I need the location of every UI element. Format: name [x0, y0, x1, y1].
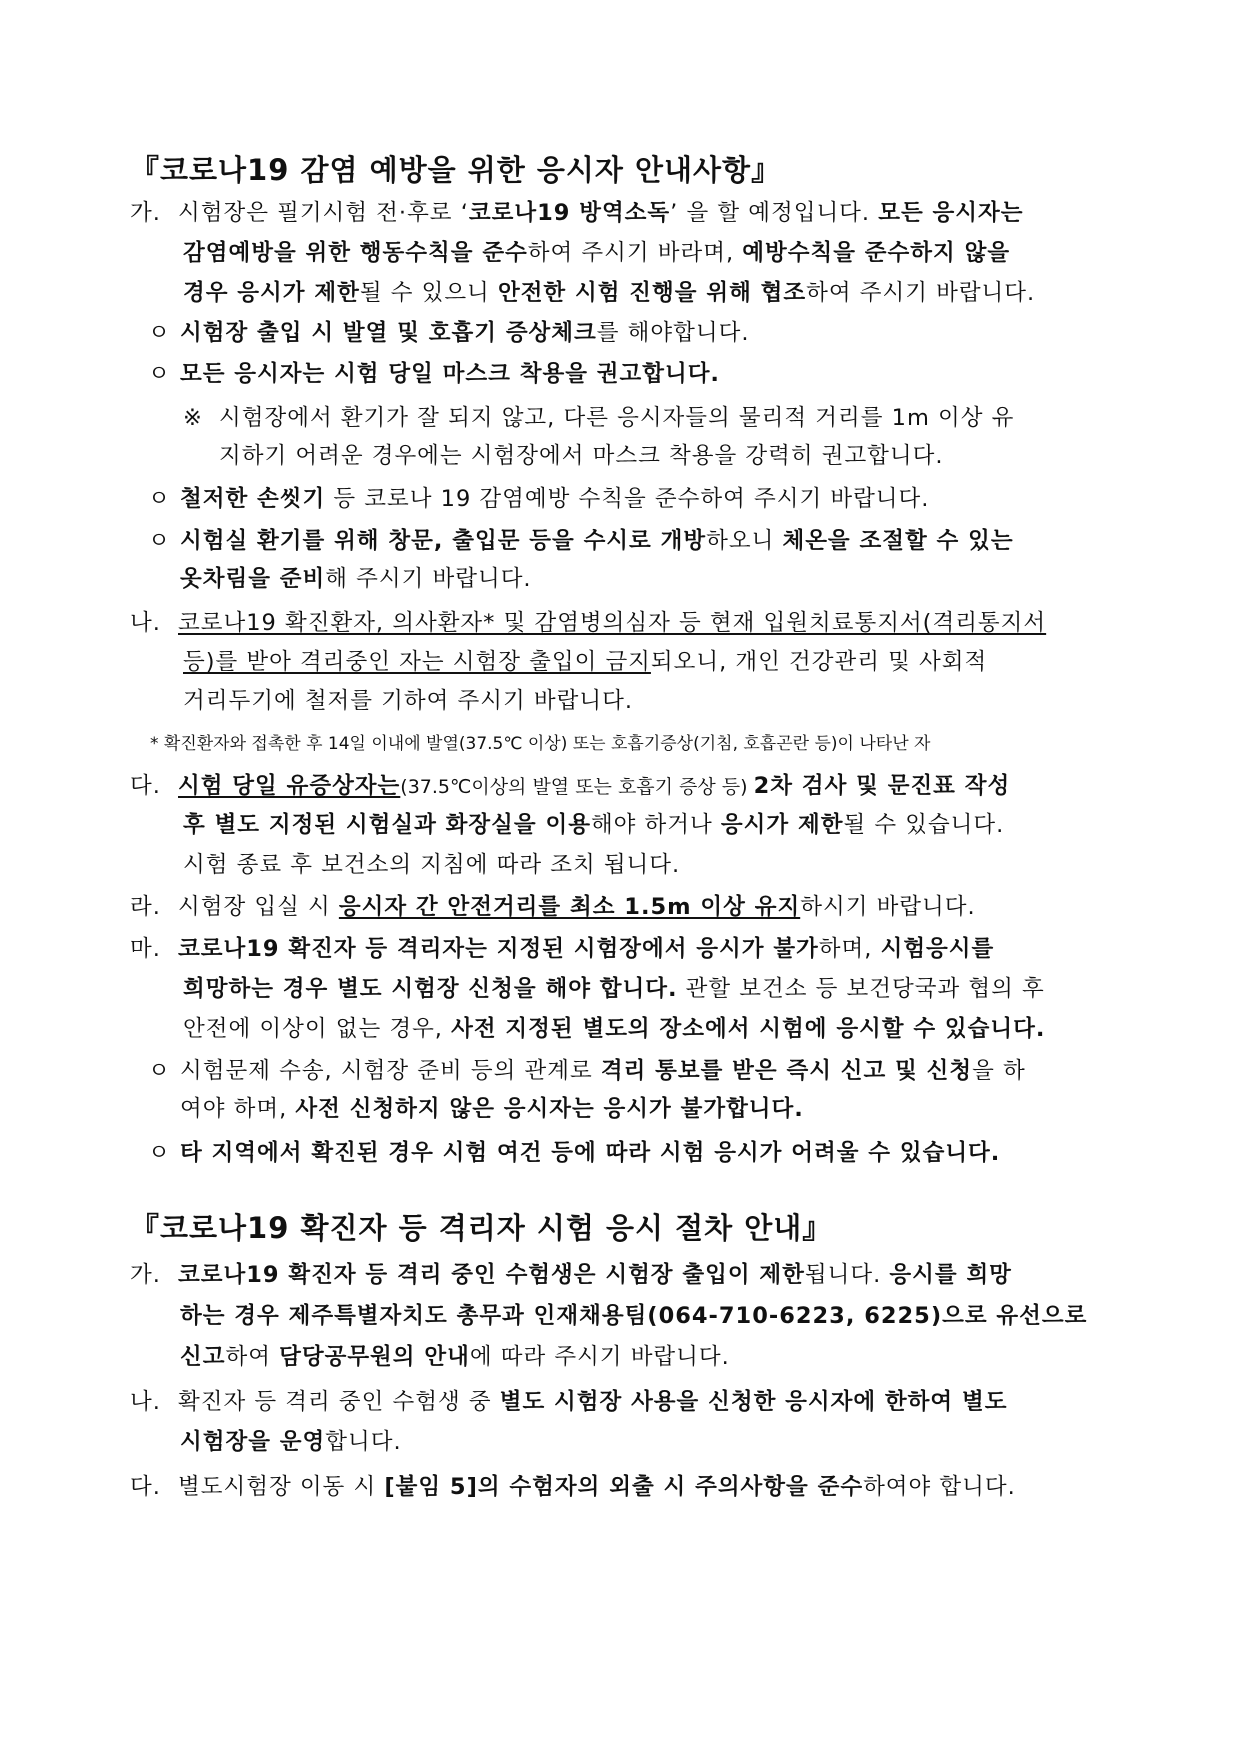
bullet-marker: ㅇ	[148, 1058, 171, 1084]
bullet-marker: ㅇ	[148, 1140, 171, 1166]
bullet-marker: ㅇ	[148, 320, 171, 346]
bullet-other-region: ㅇ 타 지역에서 확진된 경우 시험 여건 등에 따라 시험 응시가 어려울 수 있습니다.	[148, 1140, 1001, 1166]
bullet-report-line2: 여야 하며, 사전 신청하지 않은 응시자는 응시가 불가합니다.	[180, 1096, 804, 1122]
bullet-report-line1: ㅇ 시험문제 수송, 시험장 준비 등의 관계로 격리 통보를 받은 즉시 신고 및 신청을 하	[148, 1058, 1026, 1084]
s2-item-ga-line3: 신고하여 담당공무원의 안내에 따라 주시기 바랍니다.	[180, 1344, 730, 1370]
s2-item-da: 다. 별도시험장 이동 시 [붙임 5]의 수험자의 외출 시 주의사항을 준수하여야 합니다.	[130, 1474, 1016, 1500]
section2-title: 『코로나19 확진자 등 격리자 시험 응시 절차 안내』	[130, 1211, 833, 1245]
item-ra: 라. 시험장 입실 시 응시자 간 안전거리를 최소 1.5m 이상 유지하시기 바랍니다.	[130, 894, 976, 920]
item-na-line3: 거리두기에 철저를 기하여 주시기 바랍니다.	[183, 688, 633, 714]
bullet-symptom-check: ㅇ 시험장 출입 시 발열 및 호흡기 증상체크를 해야합니다.	[148, 320, 750, 346]
marker: 라.	[130, 894, 161, 920]
item-ma-line3: 안전에 이상이 없는 경우, 사전 지정된 별도의 장소에서 시험에 응시할 수 있습니다.	[183, 1016, 1046, 1042]
item-ma-line2: 희망하는 경우 별도 시험장 신청을 해야 합니다. 관할 보건소 등 보건당국과 협의 후	[183, 976, 1045, 1002]
item-ga-line2: 감염예방을 위한 행동수칙을 준수하여 주시기 바라며, 예방수칙을 준수하지 않을	[183, 240, 1011, 266]
bullet-ventilation-line1: ㅇ 시험실 환기를 위해 창문, 출입문 등을 수시로 개방하오니 체온을 조절할 수 있는	[148, 528, 1014, 554]
item-ma-line1: 마. 코로나19 확진자 등 격리자는 지정된 시험장에서 응시가 불가하며, 시험응시를	[130, 936, 995, 962]
s2-item-ga-line1: 가. 코로나19 확진자 등 격리 중인 수험생은 시험장 출입이 제한됩니다. 응시를 희망	[130, 1262, 1012, 1288]
bullet-marker: ㅇ	[148, 486, 171, 512]
marker: 가.	[130, 1262, 161, 1288]
item-na-line1: 나. 코로나19 확진환자, 의사환자* 및 감염병의심자 등 현재 입원치료통지서(격리통지서	[130, 610, 1047, 636]
footnote: * 확진환자와 접촉한 후 14일 이내에 발열(37.5℃ 이상) 또는 호흡기증상(기침, 호흡곤란 등)이 나타난 자	[150, 734, 931, 754]
bullet-marker: ㅇ	[148, 361, 171, 387]
note-line2: 지하기 어려운 경우에는 시험장에서 마스크 착용을 강력히 권고합니다.	[219, 443, 944, 469]
marker: 나.	[130, 610, 161, 636]
section1-title: 『코로나19 감염 예방을 위한 응시자 안내사항』	[130, 153, 782, 187]
s2-item-ga-line2: 하는 경우 제주특별자치도 총무과 인재채용팀(064-710-6223, 6225)으로 유선으로	[180, 1303, 1088, 1329]
item-da-line1: 다. 시험 당일 유증상자는(37.5℃이상의 발열 또는 호흡기 증상 등) 2차 검사 및 문진표 작성	[130, 773, 1011, 799]
marker: 나.	[130, 1389, 161, 1415]
note-line1: ※ 시험장에서 환기가 잘 되지 않고, 다른 응시자들의 물리적 거리를 1m 이상 유	[183, 405, 1015, 431]
bullet-handwash: ㅇ 철저한 손씻기 등 코로나 19 감염예방 수칙을 준수하여 주시기 바랍니다.	[148, 486, 930, 512]
item-ga-line1: 가. 시험장은 필기시험 전·후로 ‘코로나19 방역소독’ 을 할 예정입니다. 모든 응시자는	[130, 200, 1024, 226]
bullet-mask: ㅇ 모든 응시자는 시험 당일 마스크 착용을 권고합니다.	[148, 361, 720, 387]
marker: 다.	[130, 1474, 161, 1500]
bullet-ventilation-line2: 옷차림을 준비해 주시기 바랍니다.	[180, 566, 532, 592]
s2-item-na-line2: 시험장을 운영합니다.	[180, 1429, 402, 1455]
item-na-line2: 등)를 받아 격리중인 자는 시험장 출입이 금지되오니, 개인 건강관리 및 사회적	[183, 649, 988, 675]
item-da-line3: 시험 종료 후 보건소의 지침에 따라 조치 됩니다.	[183, 852, 681, 878]
item-ga-line3: 경우 응시가 제한될 수 있으니 안전한 시험 진행을 위해 협조하여 주시기 바랍니다.	[183, 280, 1036, 306]
item-da-line2: 후 별도 지정된 시험실과 화장실을 이용해야 하거나 응시가 제한될 수 있습니다.	[183, 812, 1005, 838]
bullet-marker: ㅇ	[148, 528, 171, 554]
marker: 마.	[130, 936, 161, 962]
marker: 다.	[130, 773, 161, 799]
marker: 가.	[130, 200, 161, 226]
note-marker: ※	[183, 405, 203, 431]
s2-item-na-line1: 나. 확진자 등 격리 중인 수험생 중 별도 시험장 사용을 신청한 응시자에 한하여 별도	[130, 1389, 1008, 1415]
